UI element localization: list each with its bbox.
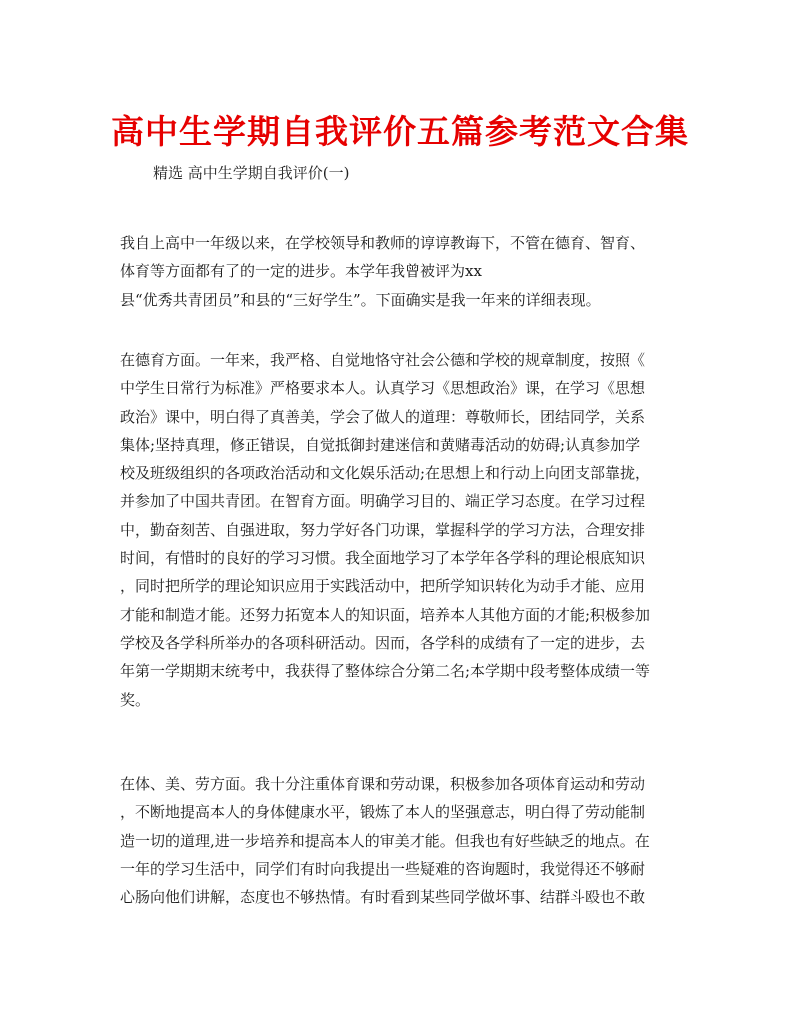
text-line: 体育等方面都有了的一定的进步。本学年我曾被评为xx xyxy=(120,262,482,281)
paragraph-intro xyxy=(120,229,680,314)
paragraph-moral-education xyxy=(120,346,680,714)
text-line: 县“优秀共青团员”和县的“三好学生”。下面确实是我一年来的详细表现。 xyxy=(120,290,601,309)
text-line: 中学生日常行为标准》严格要求本人。认真学习《思想政治》课，在学习《思想 xyxy=(120,379,646,398)
text-line: 中，勤奋刻苦、自强进取，努力学好各门功课，掌握科学的学习方法，合理安排 xyxy=(120,520,646,539)
text-line: 奖。 xyxy=(120,690,151,709)
text-line: 才能和制造才能。还努力拓宽本人的知识面，培养本人其他方面的才能;积极参加 xyxy=(120,605,651,624)
text-line: 时间，有惜时的良好的学习习惯。我全面地学习了本学年各学科的理论根底知识 xyxy=(120,549,646,568)
text-line: 政治》课中，明白得了真善美，学会了做人的道理：尊敬师长，团结同学，关系 xyxy=(120,407,646,426)
text-line: 集体;坚持真理，修正错误，自觉抵御封建迷信和黄赌毒活动的妨碍;认真参加学 xyxy=(120,435,641,454)
text-line: ，不断地提高本人的身体健康水平，锻炼了本人的坚强意志，明白得了劳动能制 xyxy=(120,803,646,822)
text-line: 校及班级组织的各项政治活动和文化娱乐活动;在思想上和行动上向团支部靠拢， xyxy=(120,464,651,483)
section-subtitle: 精选 高中生学期自我评价(一) xyxy=(153,164,350,182)
page-title: 高中生学期自我评价五篇参考范文合集 xyxy=(111,112,689,151)
text-line: 心肠向他们讲解，态度也不够热情。有时看到某些同学做坏事、结群斗殴也不敢 xyxy=(120,888,646,907)
text-line: 在德育方面。一年来，我严格、自觉地恪守社会公德和学校的规章制度，按照《 xyxy=(120,351,646,369)
paragraph-sports-arts-labor xyxy=(120,770,680,911)
text-line: 造一切的道理,进一步培养和提高本人的审美才能。但我也有好些缺乏的地点。在 xyxy=(120,831,650,850)
text-line: 学校及各学科所举办的各项科研活动。因而，各学科的成绩有了一定的进步，去 xyxy=(120,633,646,652)
text-line: 一年的学习生活中，同学们有时向我提出一些疑难的咨询题时，我觉得还不够耐 xyxy=(120,859,646,878)
text-line: 年第一学期期末统考中，我获得了整体综合分第二名;本学期中段考整体成绩一等 xyxy=(120,662,651,681)
text-line: ，同时把所学的理论知识应用于实践活动中，把所学知识转化为动手才能、应用 xyxy=(120,577,646,596)
text-line: 我自上高中一年级以来，在学校领导和教师的谆谆教诲下，不管在德育、智育、 xyxy=(120,234,646,252)
text-line: 在体、美、劳方面。我十分注重体育课和劳动课，积极参加各项体育运动和劳动 xyxy=(120,775,646,793)
text-line: 并参加了中国共青团。在智育方面。明确学习目的、端正学习态度。在学习过程 xyxy=(120,492,646,511)
